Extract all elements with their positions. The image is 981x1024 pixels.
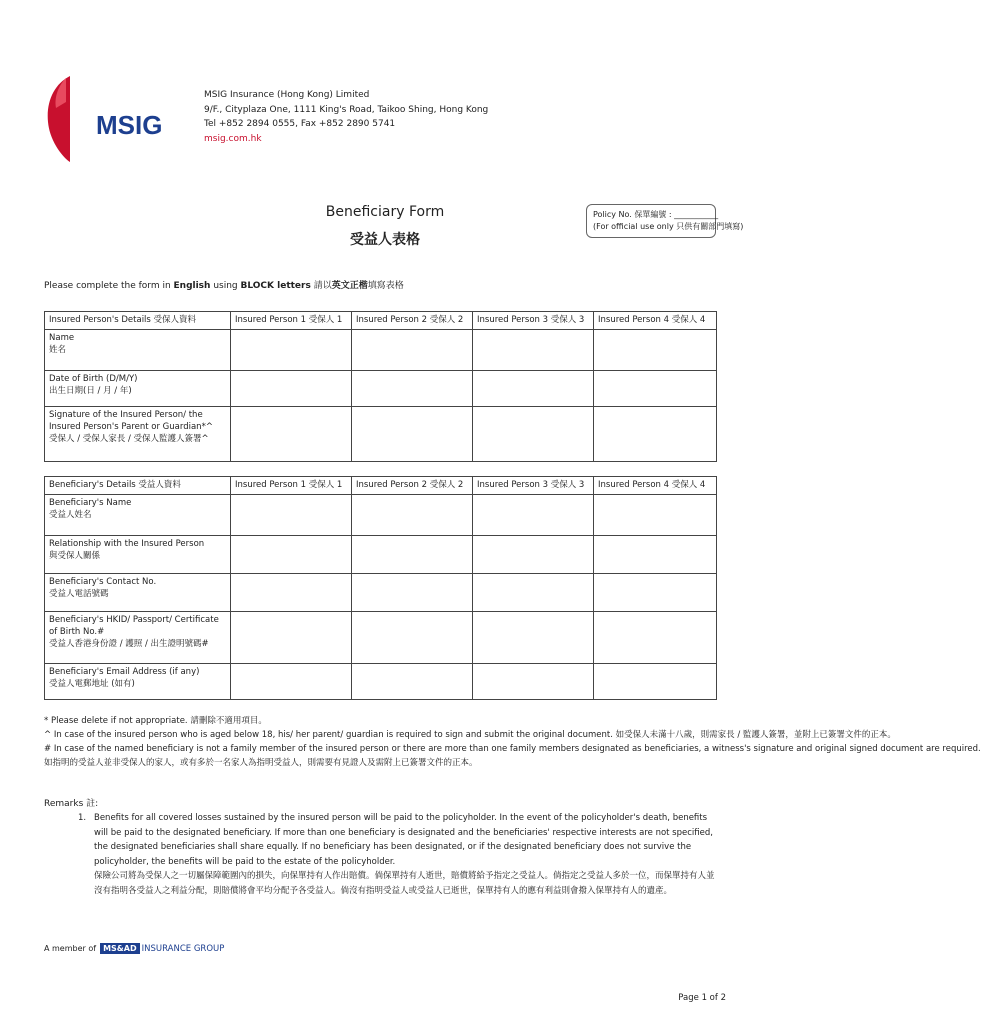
footnote: # In case of the named beneficiary is not a family member of the insured person or there are more than one family members designated as beneficiaries, a witness's signature and original signed document are required. [44,744,981,754]
input-cell[interactable] [231,330,352,371]
company-info [204,88,488,146]
row-label [45,495,231,536]
company-address: 9/F., Cityplaza One, 1111 King's Road, Taikoo Shing, Hong Kong [204,104,489,115]
row-label-zh: 受益人電話號碼 [49,589,109,599]
table-row [45,407,717,462]
input-cell[interactable] [594,495,717,536]
input-cell[interactable] [352,330,473,371]
insured-person-table [44,311,717,462]
row-label [45,536,231,574]
msad-logo: MS&AD [100,943,140,954]
table-row [45,371,717,407]
remark-text-en: Benefits for all covered losses sustained by the insured person will be paid to the policyholder. In the event of the policyholder's death, benefits will be paid to the designated beneficiary. If more than one beneficiary is designated and the beneficiaries' respective interests are not specified, the designated beneficiaries shall share equally. If no beneficiary has been designated, or if the designated beneficiary does not survive the policyholder, the benefits will be paid to the estate of the policyholder. [94,813,713,867]
official-use-note: (For official use only 只供有關部門填寫) [593,222,744,231]
table-header-cell: Insured Person 3 受保人 3 [473,477,594,495]
policy-number-label: Policy No. 保單編號 : ___________ [593,210,719,219]
group-membership [44,943,224,954]
input-cell[interactable] [594,371,717,407]
page-number: Page 1 of 2 [678,993,726,1003]
row-label-en: Name [49,333,75,343]
table-header-cell: Insured Person 3 受保人 3 [473,312,594,330]
instruction-zh-bold: 英文正楷 [331,281,368,291]
input-cell[interactable] [473,536,594,574]
footnote: ^ In case of the insured person who is aged below 18, his/ her parent/ guardian is required to sign and submit the original document. 如受保人未滿十八歲，則需家長 / 監護人簽署，並附上已簽署文件的正本。 [44,730,896,740]
row-label-en: Relationship with the Insured Person [49,539,205,549]
row-label-zh: 姓名 [49,345,67,355]
row-label-zh: 受保人 / 受保人家長 / 受保人監護人簽署^ [49,434,209,444]
input-cell[interactable] [231,536,352,574]
remark-text-zh: 保險公司將為受保人之一切屬保障範圍內的損失，向保單持有人作出賠償。倘保單持有人逝世，賠償將給予指定之受益人。倘指定之受益人多於一位，而保單持有人並沒有指明各受益人之利益分配，則賠償將會平均分配予各受益人。倘沒有指明受益人或受益人已逝世，保單持有人的應有利益則會撥入保單持有人的遺產。 [94,871,715,896]
company-phone: Tel +852 2894 0555, Fax +852 2890 5741 [204,119,396,129]
input-cell[interactable] [594,536,717,574]
input-cell[interactable] [473,574,594,612]
row-label-en: Date of Birth (D/M/Y) [49,374,138,384]
table-header-cell: Insured Person 1 受保人 1 [231,312,352,330]
row-label-en: Beneficiary's Email Address (if any) [49,667,200,677]
input-cell[interactable] [473,371,594,407]
table-header-cell: Insured Person 2 受保人 2 [352,477,473,495]
instruction-zh-suffix: 填寫表格 [367,281,404,291]
table-row [45,664,717,700]
form-title-en: Beneficiary Form [325,204,445,220]
logo-text: MSIG [96,110,163,140]
input-cell[interactable] [594,574,717,612]
table-header-cell: Insured Person 1 受保人 1 [231,477,352,495]
row-label [45,371,231,407]
signature-cell[interactable] [473,407,594,462]
remarks-list [78,811,718,898]
input-cell[interactable] [594,612,717,664]
instruction-english: English [173,281,211,291]
instruction-prefix: Please complete the form in [44,281,174,291]
footnote: 如指明的受益人並非受保人的家人，或有多於一名家人為指明受益人，則需要有見證人及需附上已簽署文件的正本。 [44,758,478,768]
table-row [45,495,717,536]
input-cell[interactable] [231,495,352,536]
table-header-cell: Insured Person 2 受保人 2 [352,312,473,330]
input-cell[interactable] [352,664,473,700]
instruction-mid: using [210,281,241,291]
member-prefix: A member of [44,944,97,953]
input-cell[interactable] [231,664,352,700]
policy-number-box [586,204,744,238]
table-header-row [45,477,717,495]
signature-cell[interactable] [594,407,717,462]
input-cell[interactable] [352,536,473,574]
table-header-cell: Beneficiary's Details 受益人資料 [45,477,231,495]
input-cell[interactable] [473,330,594,371]
row-label-en: Signature of the Insured Person/ the Insured Person's Parent or Guardian*^ [49,410,213,432]
input-cell[interactable] [473,495,594,536]
input-cell[interactable] [231,371,352,407]
input-cell[interactable] [352,495,473,536]
signature-cell[interactable] [352,407,473,462]
remarks-heading: Remarks 註: [44,799,99,809]
row-label [45,330,231,371]
msig-logo [44,72,164,164]
input-cell[interactable] [352,612,473,664]
table-header-row [45,312,717,330]
row-label-zh: 受益人香港身份證 / 護照 / 出生證明號碼# [49,639,209,649]
table-row [45,612,717,664]
input-cell[interactable] [594,330,717,371]
table-header-cell: Insured Person 4 受保人 4 [594,312,717,330]
row-label-zh: 與受保人關係 [49,551,101,561]
input-cell[interactable] [473,612,594,664]
beneficiary-table [44,476,717,700]
footnote: * Please delete if not appropriate. 請刪除不適用項目。 [44,716,267,726]
signature-cell[interactable] [231,407,352,462]
company-name: MSIG Insurance (Hong Kong) Limited [204,90,370,100]
table-header-cell: Insured Person 4 受保人 4 [594,477,717,495]
instruction-zh-prefix: 請以 [310,281,332,291]
row-label-zh: 受益人電郵地址 (如有) [49,679,135,689]
input-cell[interactable] [231,574,352,612]
row-label-en: Beneficiary's HKID/ Passport/ Certificate of Birth No.# [49,615,219,637]
row-label-en: Beneficiary's Contact No. [49,577,157,587]
input-cell[interactable] [352,574,473,612]
row-label [45,664,231,700]
row-label-zh: 受益人姓名 [49,510,92,520]
row-label [45,574,231,612]
footnotes [44,714,981,770]
table-row [45,574,717,612]
form-instruction [44,278,404,291]
insurance-group-label: INSURANCE GROUP [141,943,225,954]
msig-logo-icon [44,72,164,164]
row-label [45,407,231,462]
input-cell[interactable] [231,612,352,664]
instruction-block-letters: BLOCK letters [240,281,311,291]
table-row [45,536,717,574]
row-label-en: Beneficiary's Name [49,498,132,508]
input-cell[interactable] [594,664,717,700]
input-cell[interactable] [352,371,473,407]
input-cell[interactable] [473,664,594,700]
table-row [45,330,717,371]
remark-number: 1. [78,813,87,823]
company-website-link[interactable]: msig.com.hk [204,133,262,144]
row-label-zh: 出生日期(日 / 月 / 年) [49,386,132,396]
row-label [45,612,231,664]
form-title-zh: 受益人表格 [350,232,420,248]
table-header-cell: Insured Person's Details 受保人資料 [45,312,231,330]
